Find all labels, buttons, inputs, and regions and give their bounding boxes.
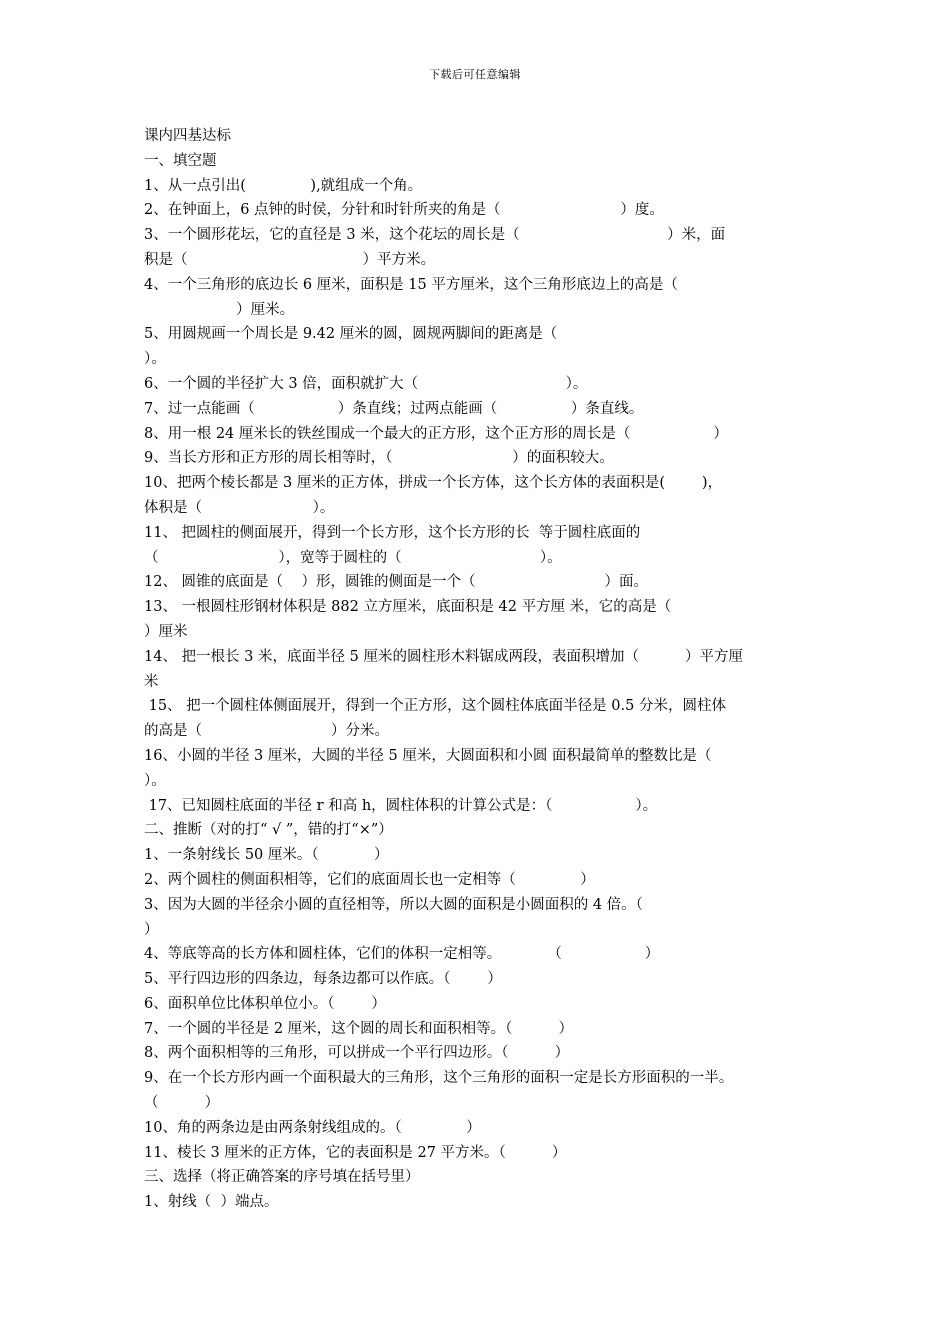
question-line: 4、一个三角形的底边长 6 厘米，面积是 15 平方厘米，这个三角形底边上的高是（ (144, 276, 678, 293)
question-line: （ ），宽等于圆柱的（ ）。 (144, 549, 562, 566)
question-line: 17、已知圆柱底面的半径 r 和高 h，圆柱体积的计算公式是：（ ）。 (144, 797, 658, 814)
question-line: ） (144, 921, 159, 938)
question-line: 体积是（ ）。 (144, 499, 335, 516)
question-line: 8、用一根 24 厘米长的铁丝围成一个最大的正方形，这个正方形的周长是（ ） (144, 425, 728, 442)
question-line: 3、因为大圆的半径余小圆的直径相等，所以大圆的面积是小圆面积的 4 倍。（ (144, 896, 643, 913)
question-line: 1、射线（ ）端点。 (144, 1194, 279, 1211)
question-line: 2、两个圆柱的侧面积相等，它们的底面周长也一定相等（ ） (144, 871, 595, 888)
question-line: 3、一个圆形花坛，它的直径是 3 米，这个花坛的周长是（ ）米，面 (144, 227, 726, 244)
question-line: 16、小圆的半径 3 厘米，大圆的半径 5 厘米，大圆面积和小圆 面积最简单的整数比是（ (144, 747, 712, 764)
question-line: 1、一条射线长 50 厘米。（ ） (144, 847, 389, 864)
question-line: ）厘米 (144, 623, 188, 640)
document-body (144, 124, 810, 1215)
question-line: 9、当长方形和正方形的周长相等时，（ ）的面积较大。 (144, 450, 614, 467)
question-line: ）厘米。 (144, 301, 295, 318)
section-heading-multiple-choice: 三、选择（将正确答案的序号填在括号里） (144, 1169, 420, 1186)
question-line: 2、在钟面上，6 点钟的时侯，分针和时针所夹的角是（ ）度。 (144, 202, 664, 219)
question-line: 10、角的两条边是由两条射线组成的。（ ） (144, 1119, 481, 1136)
question-line: 7、过一点能画（ ）条直线；过两点能画（ ）条直线。 (144, 400, 644, 417)
question-line: 1、从一点引出( ),就组成一个角。 (144, 177, 423, 194)
question-line: 6、面积单位比体积单位小。（ ） (144, 995, 386, 1012)
section-heading-fill-in: 一、填空题 (144, 152, 217, 169)
question-line: 10、把两个棱长都是 3 厘米的正方体，拼成一个长方体，这个长方体的表面积是( )， (144, 475, 723, 492)
question-line: 15、 把一个圆柱体侧面展开，得到一个正方形，这个圆柱体底面半径是 0.5 分米，圆柱体 (144, 698, 726, 715)
question-line: 9、在一个长方形内画一个面积最大的三角形，这个三角形的面积一定是长方形面积的一半。 (144, 1070, 734, 1087)
question-line: 12、 圆锥的底面是（ ）形，圆锥的侧面是一个（ ）面。 (144, 574, 649, 591)
question-line: 4、等底等高的长方体和圆柱体，它们的体积一定相等。 （ ） (144, 946, 660, 963)
question-line: ）。 (144, 772, 166, 789)
question-line: 的高是（ ）分米。 (144, 723, 390, 740)
header-note: 下载后可任意编辑 (429, 68, 521, 81)
question-line: 14、 把一根长 3 米，底面半径 5 厘米的圆柱形木料锯成两段，表面积增加（ ）平方厘 (144, 648, 744, 665)
section-heading-true-false: 二、推断（对的打“ √ ”，错的打“×”） (144, 822, 393, 839)
section-title: 课内四基达标 (144, 128, 231, 144)
question-line: 积是（ ）平方米。 (144, 251, 436, 268)
question-line: 8、两个面积相等的三角形，可以拼成一个平行四边形。（ ） (144, 1045, 570, 1062)
question-line: 11、 把圆柱的侧面展开，得到一个长方形，这个长方形的长 等于圆柱底面的 (144, 524, 641, 541)
question-line: 米 (144, 673, 159, 690)
question-line: 13、 一根圆柱形钢材体积是 882 立方厘米，底面积是 42 平方厘 米，它的高是（ (144, 599, 672, 616)
question-line: 5、平行四边形的四条边，每条边都可以作底。（ ） (144, 971, 502, 988)
question-line: ）。 (144, 351, 166, 368)
question-line: 5、用圆规画一个周长是 9.42 厘米的圆，圆规两脚间的距离是（ (144, 326, 558, 343)
question-line: 6、一个圆的半径扩大 3 倍，面积就扩大（ ）。 (144, 375, 588, 392)
question-line: 11、棱长 3 厘米的正方体，它的表面积是 27 平方米。（ ） (144, 1144, 567, 1161)
question-line: （ ） (144, 1095, 220, 1112)
question-line: 7、一个圆的半径是 2 厘米，这个圆的周长和面积相等。（ ） (144, 1020, 574, 1037)
